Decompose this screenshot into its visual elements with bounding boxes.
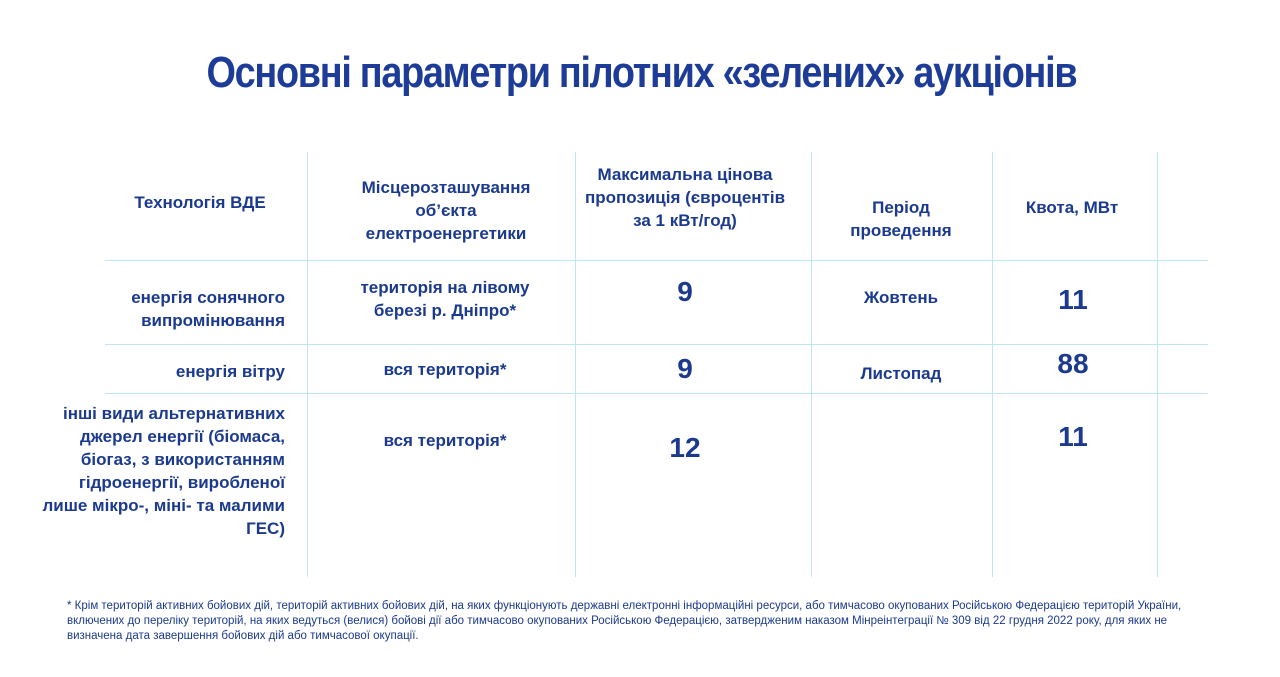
table-divider bbox=[105, 393, 1208, 394]
row2-max-price: 9 bbox=[677, 353, 693, 384]
row3-technology: інші види альтернативних джерел енергії (біомаса, біогаз, з використанням гідроенергії, виробленої лише мікро-, міні- та малими ГЕС) bbox=[42, 404, 285, 538]
row1-max-price: 9 bbox=[677, 276, 693, 307]
table-divider bbox=[1157, 152, 1158, 577]
header-max-price: Максимальна цінова пропозиція (євроцентів за 1 кВт/год) bbox=[584, 165, 786, 230]
row2-technology: енергія вітру bbox=[175, 362, 285, 381]
page-title: Основні параметри пілотних «зелених» аукціонів bbox=[206, 48, 1077, 97]
row2-period: Листопад bbox=[860, 364, 942, 383]
row3-quota: 11 bbox=[1058, 421, 1088, 452]
table-divider bbox=[105, 344, 1208, 345]
table-divider bbox=[811, 152, 812, 577]
header-location: Місцерозташування об’єкта електроенергетики bbox=[361, 178, 531, 243]
header-technology: Технологія ВДЕ bbox=[134, 193, 266, 212]
table-divider bbox=[575, 152, 576, 577]
footnote: * Крім територій активних бойових дій, територій активних бойових дій, на яких функціонують державні електронні інформаційні ресурси, або тимчасово окупованих Російською Федерацією територій України, включених до переліку територій, на яких ведуться (велися) бойові дії або тимчасово окупованих Російською Федерацією, затвердженим наказом Мінреінтеграції № 309 від 22 грудня 2022 року, для яких не визначена дата завершення бойових дій або тимчасової окупації. bbox=[67, 600, 1182, 642]
row1-technology: енергія сонячного випромінювання bbox=[131, 288, 285, 330]
row1-quota: 11 bbox=[1058, 284, 1088, 315]
header-quota: Квота, МВт bbox=[1025, 198, 1119, 217]
row1-location: територія на лівому березі р. Дніпро* bbox=[360, 278, 530, 320]
table-divider bbox=[992, 152, 993, 577]
row3-location: вся територія* bbox=[383, 431, 507, 450]
table-divider bbox=[307, 152, 308, 577]
row3-max-price: 12 bbox=[669, 432, 701, 463]
table-divider bbox=[105, 260, 1208, 261]
row2-quota: 88 bbox=[1057, 348, 1089, 379]
row2-location: вся територія* bbox=[383, 360, 507, 379]
header-period: Період проведення bbox=[850, 198, 952, 240]
row1-period: Жовтень bbox=[863, 288, 939, 307]
